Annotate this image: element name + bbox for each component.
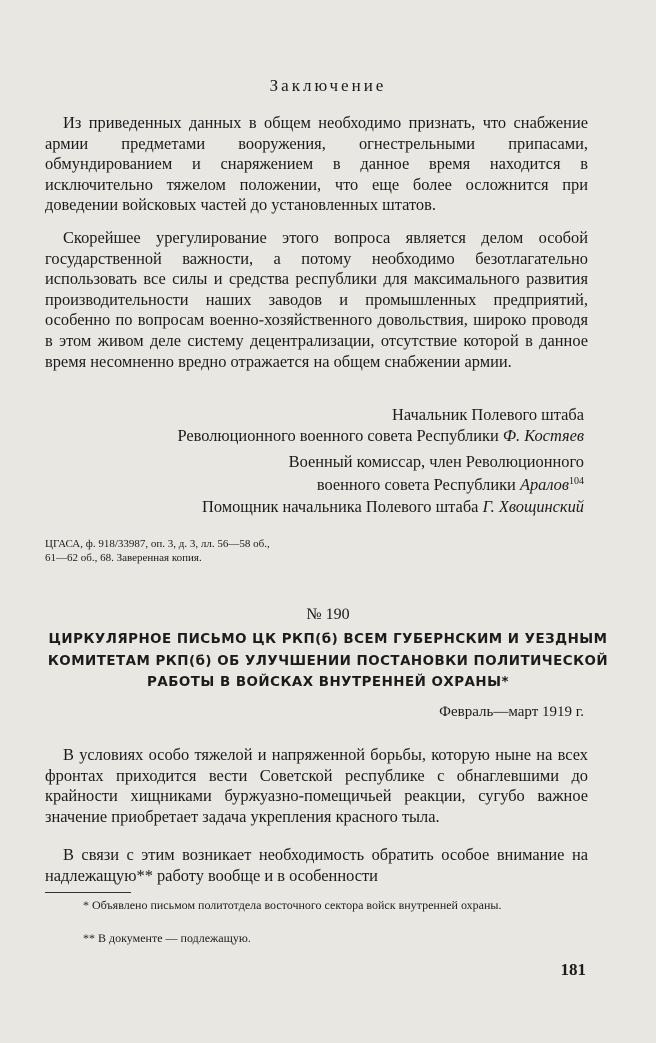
signature-commissar xyxy=(317,472,584,496)
footnote-1: * Объявлено письмом политотдела восточного сектора войск внутренней охраны. xyxy=(83,898,502,912)
footnote-divider xyxy=(45,892,131,893)
paragraph-text: В связи с этим возникает необходимость обратить особое внимание на надлежащую** работу вообще и в особенности xyxy=(45,845,588,885)
signature-title-commissar: Военный комиссар, член Революционного xyxy=(288,452,584,471)
section-heading: Заключение xyxy=(269,76,387,95)
signature-org: Революционного военного совета Республики xyxy=(177,426,499,445)
page-number: 181 xyxy=(560,960,586,979)
signature-title-assistant: Помощник начальника Полевого штаба xyxy=(202,497,479,516)
conclusion-paragraph-1 xyxy=(45,113,588,216)
signature-name-kostyaev: Ф. Костяев xyxy=(502,426,584,445)
document-date: Февраль—март 1919 г. xyxy=(439,704,584,720)
paragraph-text: Из приведенных данных в общем необходимо признать, что снабжение армии предметами вооружения, огнестрельными припасами, обмундированием и снаряжением в данное время находится в исключительно тяжелом положении, что еще более осложнится при доведении войсковых частей до установленных штатов. xyxy=(45,113,588,215)
paragraph-text: В условиях особо тяжелой и напряженной борьбы, которую ныне на всех фронтах приходится вести Советской республике с обнаглевшими до крайности хищниками буржуазно-помещичьей реакции, сугубо важное значение приобретает задача укрепления красного тыла. xyxy=(45,745,588,826)
signature-org: военного совета Республики xyxy=(316,475,516,494)
signature-chief xyxy=(177,426,584,447)
signature-title-chief: Начальник Полевого штаба xyxy=(392,405,584,424)
document-number: № 190 xyxy=(306,606,350,623)
conclusion-paragraph-2 xyxy=(45,228,588,372)
paragraph-text: Скорейшее урегулирование этого вопроса является делом особой государственной важности, а потому необходимо безотлагательно использовать все силы и средства республики для максимального развития производительности наших заводов и промышленных предприятий, особенно по вопросам военно-хозяйственного довольствия, широко проводя в этом живом деле систему децентрализации, отсутствие которой в данное время несомненно вредно отражается на общем снабжении армии. xyxy=(45,228,588,371)
note-reference: 104 xyxy=(569,476,584,487)
signature-name-aralov: Аралов xyxy=(519,475,569,494)
document-title: ЦИРКУЛЯРНОЕ ПИСЬМО ЦК РКП(б) ВСЕМ ГУБЕРНСКИМ И УЕЗДНЫМ КОМИТЕТАМ РКП(б) ОБ УЛУЧШЕНИИ ПОСТАНОВКИ ПОЛИТИЧЕСКОЙ РАБОТЫ В ВОЙСКАХ ВНУТРЕННЕЙ ОХРАНЫ* xyxy=(47,632,609,690)
signature-name-khvoshchinsky: Г. Хвощинский xyxy=(482,497,584,516)
signature-assistant xyxy=(202,497,584,518)
footnote-2: ** В документе — подлежащую. xyxy=(83,931,251,945)
letter-paragraph-2 xyxy=(45,845,588,886)
archive-reference: ЦГАСА, ф. 918/33987, оп. 3, д. 3, лл. 56—58 об., 61—62 об., 68. Заверенная копия. xyxy=(45,538,270,564)
letter-paragraph-1 xyxy=(45,745,588,827)
